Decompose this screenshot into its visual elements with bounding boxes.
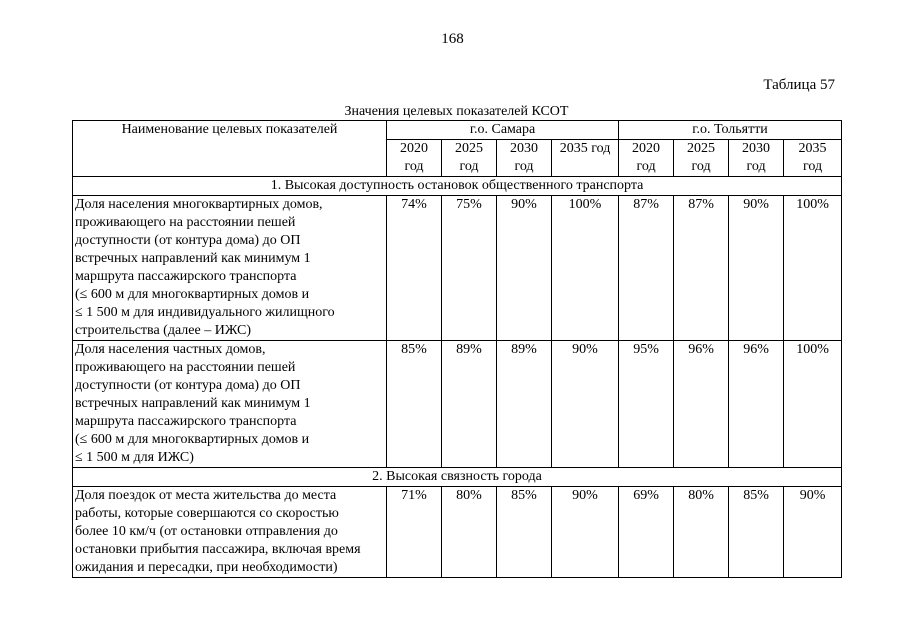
- indicator-value: 90%: [497, 196, 552, 341]
- indicator-name-line: доступности (от контура дома) до ОП: [75, 233, 301, 248]
- header-year: 2020 год: [387, 140, 442, 177]
- indicator-value: 100%: [784, 196, 842, 341]
- indicator-value: 96%: [729, 341, 784, 468]
- indicator-name-line: проживающего на расстоянии пешей: [75, 215, 296, 230]
- indicator-name-line: доступности (от контура дома) до ОП: [75, 378, 301, 393]
- indicator-name-line: встречных направлений как минимум 1: [75, 251, 311, 266]
- table-label: Таблица 57: [763, 77, 835, 93]
- header-row-groups: [73, 121, 842, 140]
- header-year: 2025 год: [674, 140, 729, 177]
- indicator-name: [73, 341, 387, 468]
- indicator-value: 75%: [442, 196, 497, 341]
- indicator-name-line: маршрута пассажирского транспорта: [75, 269, 297, 284]
- indicator-name-line: ≤ 1 500 м для индивидуального жилищного: [75, 305, 335, 320]
- header-year: 2035 год: [784, 140, 842, 177]
- indicator-name-line: строительства (далее – ИЖС): [75, 323, 252, 338]
- indicator-value: 100%: [552, 196, 619, 341]
- indicator-name-line: ≤ 1 500 м для ИЖС): [75, 450, 194, 465]
- indicator-name-line: работы, которые совершаются со скоростью: [75, 506, 339, 521]
- section-title: 2. Высокая связность города: [73, 468, 842, 487]
- indicator-name-line: остановки прибытия пассажира, включая время: [75, 542, 361, 557]
- header-indicator-name: Наименование целевых показателей: [73, 121, 387, 177]
- indicator-value: 90%: [552, 341, 619, 468]
- indicator-value: 85%: [729, 487, 784, 578]
- indicator-name-line: (≤ 600 м для многоквартирных домов и: [75, 287, 310, 302]
- indicator-value: 90%: [784, 487, 842, 578]
- table-caption: Значения целевых показателей КСОТ: [344, 104, 569, 119]
- header-year: 2025 год: [442, 140, 497, 177]
- indicator-value: 89%: [442, 341, 497, 468]
- indicator-name: [73, 196, 387, 341]
- indicator-value: 87%: [674, 196, 729, 341]
- indicator-name-line: ожидания и пересадки, при необходимости): [75, 560, 338, 575]
- section-title: 1. Высокая доступность остановок общественного транспорта: [73, 177, 842, 196]
- indicator-value: 85%: [497, 487, 552, 578]
- header-year: 2030 год: [729, 140, 784, 177]
- indicator-value: 90%: [552, 487, 619, 578]
- section-header-row: [73, 468, 842, 487]
- indicator-value: 90%: [729, 196, 784, 341]
- indicator-name-line: (≤ 600 м для многоквартирных домов и: [75, 432, 310, 447]
- section-header-row: [73, 177, 842, 196]
- indicator-name-line: Доля населения частных домов,: [75, 342, 266, 357]
- target-indicators-table: [72, 120, 842, 578]
- indicator-value: 96%: [674, 341, 729, 468]
- header-group-samara: г.о. Самара: [387, 121, 619, 140]
- header-year: 2035 год: [552, 140, 619, 177]
- header-year: 2030 год: [497, 140, 552, 177]
- table-body: [73, 177, 842, 578]
- indicator-value: 87%: [619, 196, 674, 341]
- indicator-value: 69%: [619, 487, 674, 578]
- indicator-value: 80%: [442, 487, 497, 578]
- indicator-name: [73, 487, 387, 578]
- indicator-name-line: Доля населения многоквартирных домов,: [75, 197, 323, 212]
- page-number: 168: [441, 31, 464, 47]
- indicator-value: 89%: [497, 341, 552, 468]
- indicator-name-line: более 10 км/ч (от остановки отправления до: [75, 524, 338, 539]
- indicator-value: 85%: [387, 341, 442, 468]
- indicator-name-line: Доля поездок от места жительства до места: [75, 488, 337, 503]
- header-group-tolyatti: г.о. Тольятти: [619, 121, 842, 140]
- table-row: [73, 341, 842, 468]
- table-row: [73, 196, 842, 341]
- indicator-name-line: проживающего на расстоянии пешей: [75, 360, 296, 375]
- indicator-value: 100%: [784, 341, 842, 468]
- indicator-value: 74%: [387, 196, 442, 341]
- indicator-value: 71%: [387, 487, 442, 578]
- indicator-name-line: встречных направлений как минимум 1: [75, 396, 311, 411]
- indicator-value: 80%: [674, 487, 729, 578]
- table-row: [73, 487, 842, 578]
- indicator-value: 95%: [619, 341, 674, 468]
- header-year: 2020 год: [619, 140, 674, 177]
- indicator-name-line: маршрута пассажирского транспорта: [75, 414, 297, 429]
